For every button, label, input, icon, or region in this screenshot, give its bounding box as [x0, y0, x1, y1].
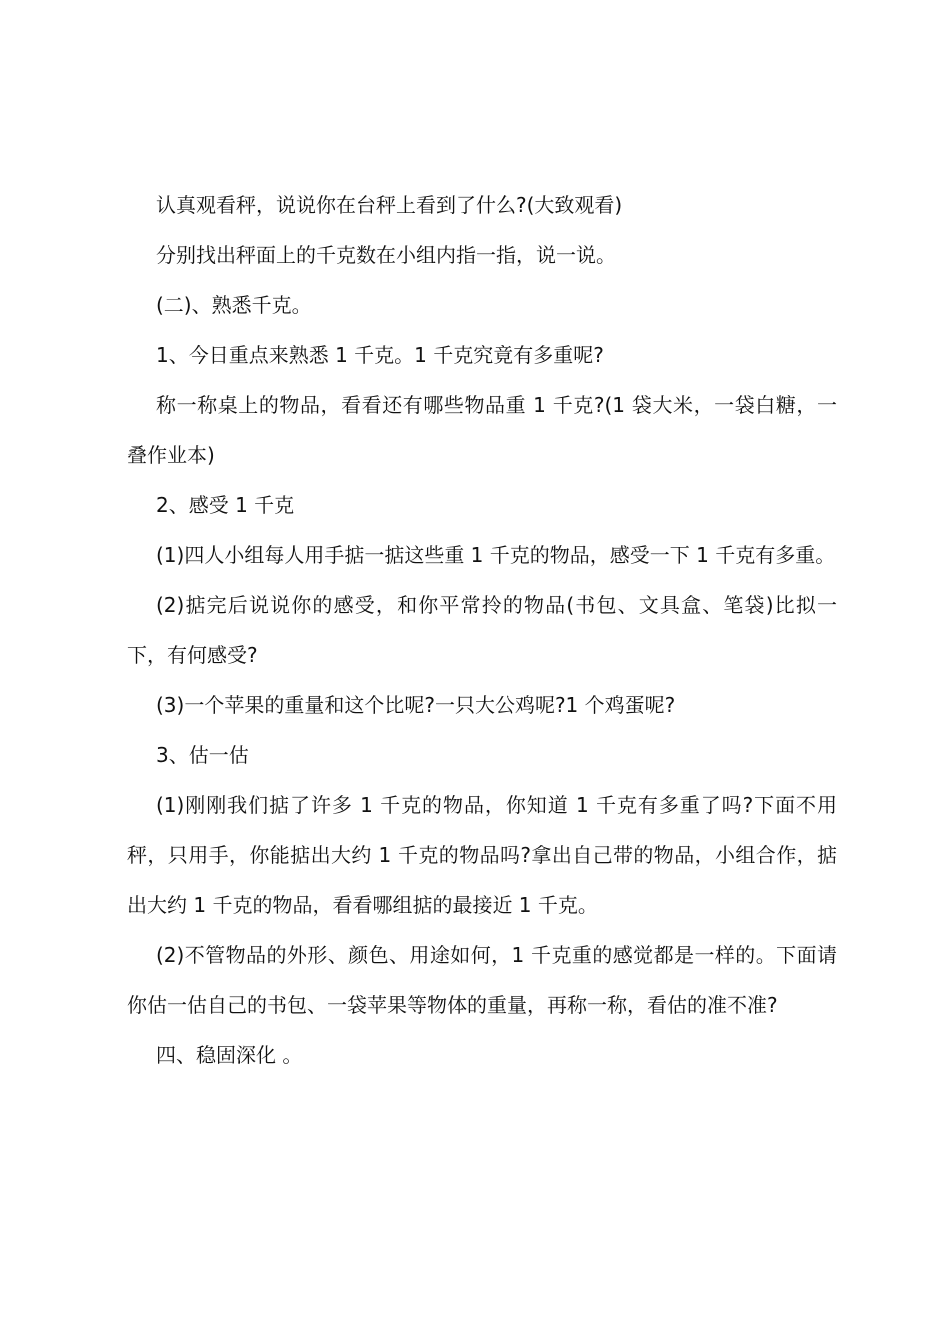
paragraph: (2)不管物品的外形、颜色、用途如何，1 千克重的感觉都是一样的。下面请你估一估自己的书包、一袋苹果等物体的重量，再称一称，看估的准不准?: [127, 943, 837, 1017]
section-heading: (二)、熟悉千克。: [156, 293, 312, 317]
paragraph: (3)一个苹果的重量和这个比呢?一只大公鸡呢?1 个鸡蛋呢?: [156, 693, 676, 717]
subsection-heading: 2、感受 1 千克: [156, 493, 295, 517]
paragraph: 1、今日重点来熟悉 1 千克。1 千克究竟有多重呢?: [156, 343, 604, 367]
paragraph: 认真观看秤，说说你在台秤上看到了什么?(大致观看): [156, 193, 623, 217]
paragraph: (1)四人小组每人用手掂一掂这些重 1 千克的物品，感受一下 1 千克有多重。: [156, 543, 836, 567]
paragraph: 称一称桌上的物品，看看还有哪些物品重 1 千克?(1 袋大米，一袋白糖，一叠作业本): [127, 393, 837, 467]
section-heading: 四、稳固深化 。: [156, 1043, 303, 1067]
document-body: [127, 180, 837, 1080]
subsection-heading: 3、估一估: [156, 743, 249, 767]
paragraph: (2)掂完后说说你的感受，和你平常拎的物品(书包、文具盒、笔袋)比拟一下，有何感受?: [127, 593, 837, 667]
paragraph: (1)刚刚我们掂了许多 1 千克的物品，你知道 1 千克有多重了吗?下面不用秤，只用手，你能掂出大约 1 千克的物品吗?拿出自己带的物品，小组合作，掂出大约 1 千克的物品，看看哪组掂的最接近 1 千克。: [127, 793, 837, 917]
paragraph: 分别找出秤面上的千克数在小组内指一指，说一说。: [156, 243, 616, 267]
